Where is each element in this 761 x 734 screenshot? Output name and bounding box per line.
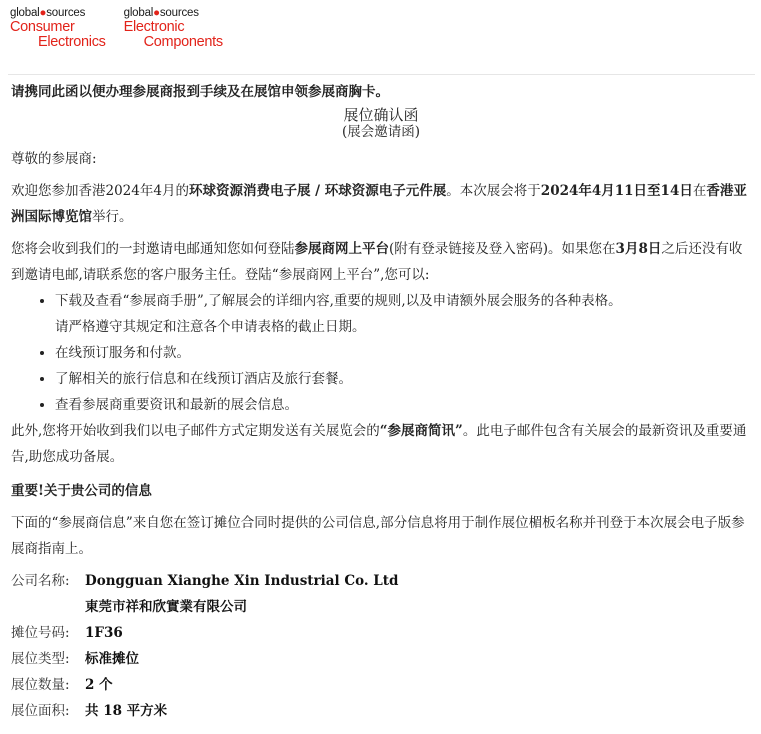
booth-quantity-label: 展位数量: [11,677,70,693]
logo-line2: Electronics [38,33,106,50]
logo-consumer-electronics[interactable] [10,8,106,60]
booth-type: 标准摊位 [85,651,139,667]
letter-body [11,80,751,724]
paragraph-welcome: 欢迎您参加香港2024年4月的环球资源消费电子展 / 环球资源电子元件展。本次展会将于2024年4月11日至14日在香港亚洲国际博览馆举行。 [11,183,747,225]
table-row [11,698,398,724]
logo-dot-icon: ● [153,7,160,19]
list-item: • 了解相关的旅行信息和在线预订酒店及旅行套餐。 [55,366,751,392]
logo-line1: Consumer [10,18,75,35]
booth-number: 1F36 [85,625,123,641]
company-label: 公司名称: [11,573,70,589]
booth-area-label: 展位面积: [11,703,70,719]
table-row [11,646,398,672]
table-row [11,594,398,620]
exhibitor-info-table [11,568,398,724]
greeting: 尊敬的参展商: [11,151,97,167]
table-row [11,620,398,646]
booth-area: 共 18 平方米 [85,703,168,719]
table-row [11,672,398,698]
list-item: • 下载及查看“参展商手册”,了解展会的详细内容,重要的规则,以及申请额外展会服务的各种表格。 请严格遵守其规定和注意各个申请表格的截止日期。 [55,288,751,340]
paragraph-platform: 您将会收到我们的一封邀请电邮通知您如何登陆参展商网上平台(附有登录链接及登入密码)。如果您在3月8日之后还没有收到邀请电邮,请联系您的客户服务主任。登陆“参展商网上平台”,您可以: [11,241,743,283]
booth-number-label: 摊位号码: [11,625,70,641]
logo-dot-icon: ● [39,7,47,19]
company-name-en: Dongguan Xianghe Xin Industrial Co. Ltd [85,573,399,589]
header-logos [10,8,223,60]
list-item: • 在线预订服务和付款。 [55,340,751,366]
paragraph-newsletter: 此外,您将开始收到我们以电子邮件方式定期发送有关展览会的“参展商简讯”。此电子邮件包含有关展会的最新资讯及重要通告,助您成功备展。 [11,423,747,465]
booth-quantity: 2 个 [85,677,113,693]
header-divider [8,74,755,75]
table-row [11,568,398,594]
platform-features-list [11,288,751,418]
logo-brand: global●sources [123,7,199,19]
logo-line1: Electronic [123,18,185,35]
paragraph-exhibitor-info: 下面的“参展商信息”来自您在签订摊位合同时提供的公司信息,部分信息将用于制作展位楣板名称并刊登于本次展会电子版参展商指南上。 [11,515,745,557]
booth-type-label: 展位类型: [11,651,70,667]
letter-title: 展位确认函 [343,106,419,124]
intro-notice: 请携同此函以便办理参展商报到手续及在展馆申领参展商胸卡。 [11,84,389,100]
company-name-cn: 東莞市祥和欣實業有限公司 [85,599,247,615]
logo-line2: Components [143,33,223,50]
section-title: 重要!关于贵公司的信息 [11,483,152,499]
list-item: • 查看参展商重要资讯和最新的展会信息。 [55,392,751,418]
logo-electronic-components[interactable] [124,8,223,60]
letter-subtitle: (展会邀请函) [341,124,421,140]
logo-brand: global●sources [10,7,86,19]
